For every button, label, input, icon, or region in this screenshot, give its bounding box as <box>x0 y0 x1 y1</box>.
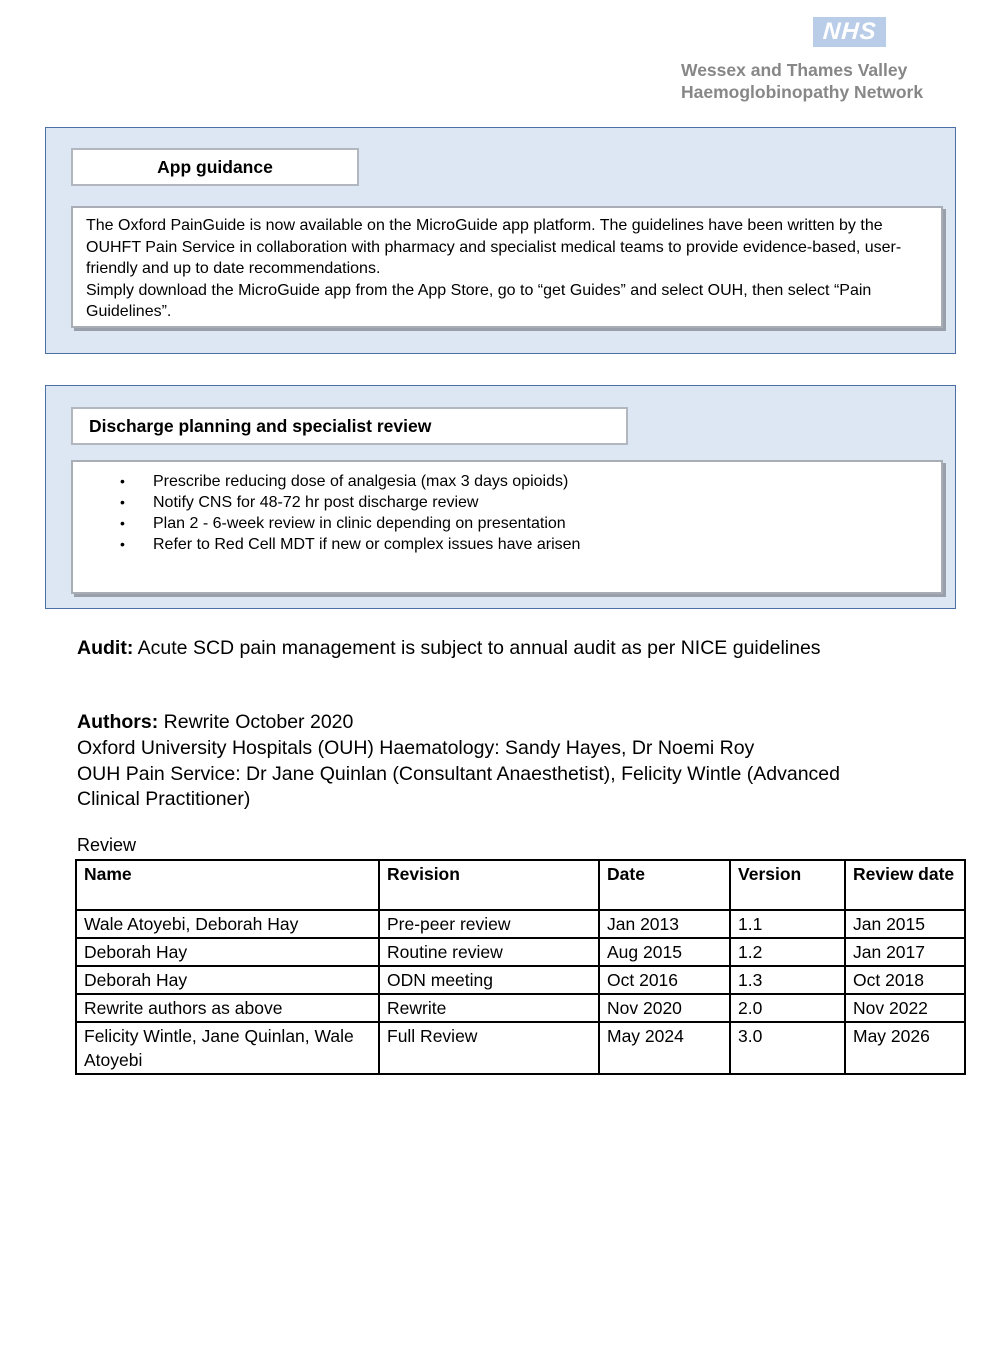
table-cell: Felicity Wintle, Jane Quinlan, Wale Atoyebi <box>76 1022 379 1074</box>
authors-line-1 <box>77 710 859 736</box>
column-header: Version <box>730 860 845 910</box>
bullet-icon: • <box>120 515 125 531</box>
column-header: Name <box>76 860 379 910</box>
review-table-header-row <box>76 860 965 910</box>
table-row <box>76 938 965 966</box>
table-cell: May 2024 <box>599 1022 730 1074</box>
list-item <box>73 492 928 513</box>
list-item-text: Refer to Red Cell MDT if new or complex issues have arisen <box>153 536 581 553</box>
review-table-body <box>76 910 965 1074</box>
table-row <box>76 994 965 1022</box>
list-item-text: Prescribe reducing dose of analgesia (max 3 days opioids) <box>153 473 569 490</box>
table-cell: 1.1 <box>730 910 845 938</box>
table-cell: Pre-peer review <box>379 910 599 938</box>
table-row <box>76 1022 965 1074</box>
authors-paragraph <box>77 710 859 813</box>
app-guidance-section <box>45 127 956 354</box>
column-header: Date <box>599 860 730 910</box>
table-cell: 3.0 <box>730 1022 845 1074</box>
app-guidance-paragraph-2: Simply download the MicroGuide app from the App Store, go to “get Guides” and select OUH, then select “Pain Guidelines”. <box>86 281 872 320</box>
table-cell: 2.0 <box>730 994 845 1022</box>
authors-line-3: OUH Pain Service: Dr Jane Quinlan (Consultant Anaesthetist), Felicity Wintle (Advanced Clinical Practitioner) <box>77 762 840 811</box>
discharge-title-box <box>71 407 628 445</box>
table-cell: Jan 2015 <box>845 910 965 938</box>
app-guidance-content-box <box>71 206 943 328</box>
table-cell: Rewrite <box>379 994 599 1022</box>
list-item-text: Notify CNS for 48-72 hr post discharge review <box>153 494 479 511</box>
table-cell: May 2026 <box>845 1022 965 1074</box>
list-item-text: Plan 2 - 6-week review in clinic depending on presentation <box>153 515 566 532</box>
table-cell: Oct 2016 <box>599 966 730 994</box>
discharge-section <box>45 385 956 609</box>
table-cell: Deborah Hay <box>76 966 379 994</box>
list-item <box>73 471 928 492</box>
bullet-icon: • <box>120 473 125 489</box>
app-guidance-title-box <box>71 148 359 186</box>
column-header: Review date <box>845 860 965 910</box>
list-item <box>73 534 928 555</box>
audit-paragraph <box>77 636 859 662</box>
network-name-line2: Haemoglobinopathy Network <box>681 81 924 102</box>
audit-label: Audit: <box>77 637 134 659</box>
table-cell: Jan 2013 <box>599 910 730 938</box>
table-cell: ODN meeting <box>379 966 599 994</box>
table-cell: Nov 2022 <box>845 994 965 1022</box>
review-table <box>75 859 966 1075</box>
authors-intro: Rewrite October 2020 <box>163 711 354 733</box>
bullet-icon: • <box>120 494 125 510</box>
table-cell: 1.2 <box>730 938 845 966</box>
column-header: Revision <box>379 860 599 910</box>
discharge-title: Discharge planning and specialist review <box>89 415 432 436</box>
table-cell: 1.3 <box>730 966 845 994</box>
audit-text: Acute SCD pain management is subject to annual audit as per NICE guidelines <box>137 637 821 659</box>
table-cell: Nov 2020 <box>599 994 730 1022</box>
nhs-logo <box>813 17 886 47</box>
table-cell: Rewrite authors as above <box>76 994 379 1022</box>
network-name <box>681 60 961 103</box>
discharge-bullet-list <box>73 471 928 555</box>
table-cell: Routine review <box>379 938 599 966</box>
table-row <box>76 966 965 994</box>
authors-label: Authors: <box>77 711 159 733</box>
bullet-icon: • <box>120 536 125 552</box>
table-cell: Wale Atoyebi, Deborah Hay <box>76 910 379 938</box>
table-cell: Jan 2017 <box>845 938 965 966</box>
nhs-logo-text: NHS <box>821 18 878 45</box>
table-cell: Deborah Hay <box>76 938 379 966</box>
list-item <box>73 513 928 534</box>
network-name-line1: Wessex and Thames Valley <box>681 60 908 80</box>
table-cell: Aug 2015 <box>599 938 730 966</box>
app-guidance-paragraph-1: The Oxford PainGuide is now available on the MicroGuide app platform. The guidelines have been written by the OUHFT Pain Service in collaboration with pharmacy and specialist medical teams to provide evidence-based, user-friendly and up to date recommendations. <box>86 217 902 277</box>
table-cell: Full Review <box>379 1022 599 1074</box>
app-guidance-title: App guidance <box>157 156 273 177</box>
discharge-content-box <box>71 460 943 594</box>
table-row <box>76 910 965 938</box>
table-cell: Oct 2018 <box>845 966 965 994</box>
authors-line-2: Oxford University Hospitals (OUH) Haematology: Sandy Hayes, Dr Noemi Roy <box>77 736 755 759</box>
review-label: Review <box>77 835 137 855</box>
